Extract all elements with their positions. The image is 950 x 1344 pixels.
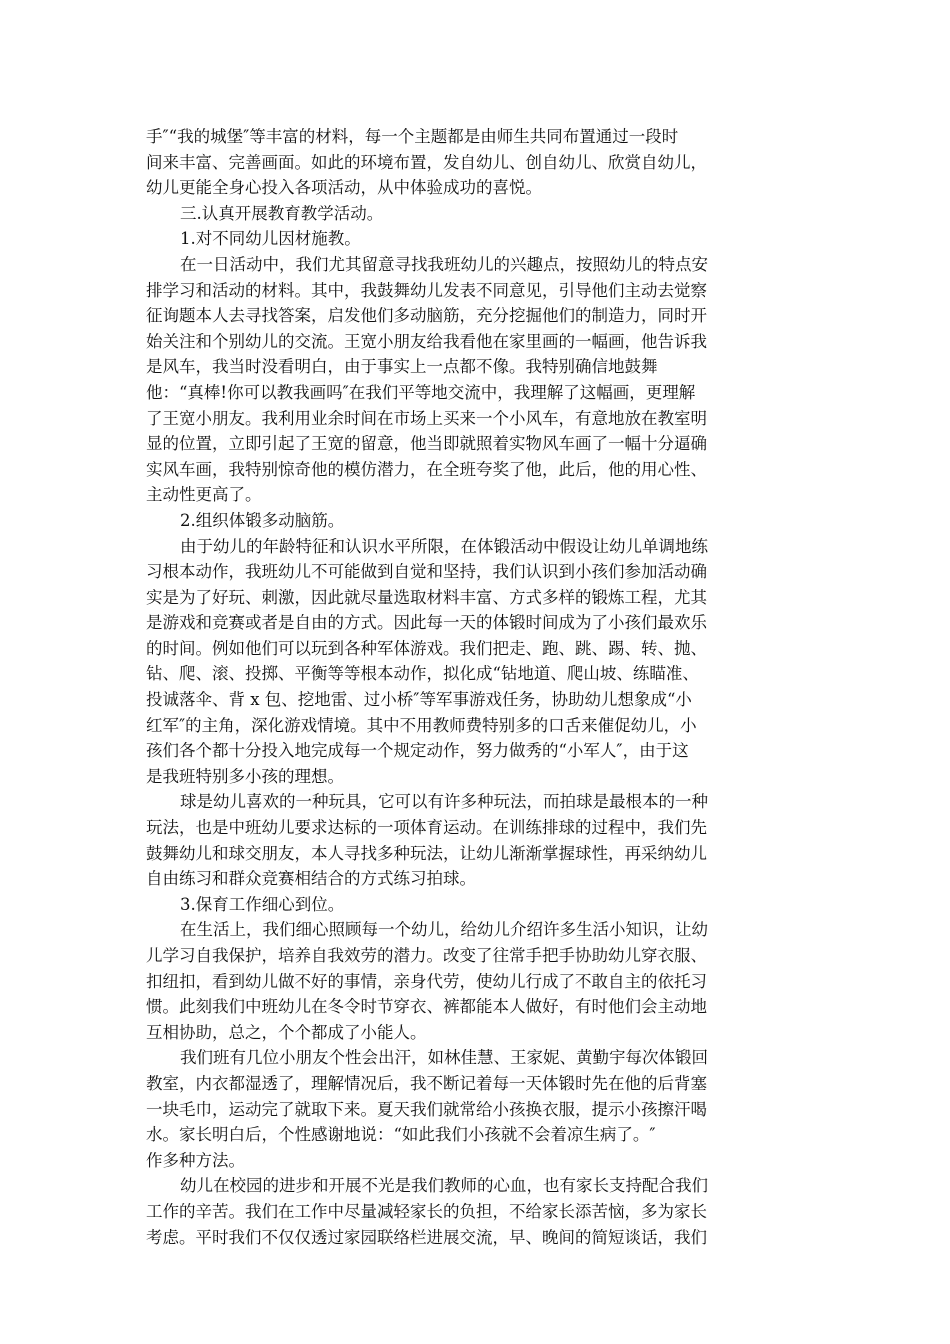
text-line: 鼓舞幼儿和球交朋友，本人寻找多种玩法，让幼儿渐渐掌握球性，再采纳幼儿 <box>146 843 707 863</box>
text-line: 考虑。平时我们不仅仅透过家园联络栏进展交流，早、晚间的简短谈话，我们 <box>146 1227 707 1247</box>
text-line: 习根本动作，我班幼儿不可能做到自觉和坚持，我们认识到小孩们参加活动确 <box>146 562 707 582</box>
text-line: 红军″的主角，深化游戏情境。其中不用教师费特别多的口舌来催促幼儿，小 <box>146 715 697 735</box>
text-line: 孩们各个都十分投入地完成每一个规定动作，努力做秀的“小军人″，由于这 <box>146 741 689 761</box>
text-line: 作多种方法。 <box>146 1150 245 1170</box>
text-line: 玩法，也是中班幼儿要求达标的一项体育运动。在训练排球的过程中，我们先 <box>146 818 707 838</box>
text-line: 始关注和个别幼儿的交流。王宽小朋友给我看他在家里画的一幅画，他告诉我 <box>146 331 707 351</box>
text-line: 在生活上，我们细心照顾每一个幼儿，给幼儿介绍许多生活小知识，让幼 <box>180 920 708 940</box>
text-line: 手″“我的城堡″等丰富的材料，每一个主题都是由师生共同布置通过一段时 <box>146 127 679 146</box>
text-line: 显的位置，立即引起了王宽的留意，他当即就照着实物风车画了一幅十分逼确 <box>146 434 707 454</box>
text-line: 主动性更高了。 <box>146 485 262 505</box>
document-body <box>146 124 798 1250</box>
text-line: 间来丰富、完善画面。如此的环境布置，发自幼儿、创自幼儿、欣赏自幼儿， <box>146 152 707 172</box>
text-line: 三.认真开展教育教学活动。 <box>180 203 384 223</box>
text-line: 工作的辛苦。我们在工作中尽量减轻家长的负担，不给家长添苦恼，多为家长 <box>146 1201 707 1221</box>
text-line: 扣纽扣，看到幼儿做不好的事情，亲身代劳，使幼儿行成了不敢自主的依托习 <box>146 971 707 991</box>
text-line: 水。家长明白后，个性感谢地说：“如此我们小孩就不会着凉生病了。″ <box>146 1125 656 1145</box>
text-line: 互相协助，总之，个个都成了小能人。 <box>146 1022 427 1042</box>
text-line: 是游戏和竞赛或者是自由的方式。因此每一天的体锻时间成为了小孩们最欢乐 <box>146 613 707 633</box>
text-line: 教室，内衣都湿透了，理解情况后，我不断记着每一天体锻时先在他的后背塞 <box>146 1073 707 1093</box>
text-line: 自由练习和群众竞赛相结合的方式练习拍球。 <box>146 869 476 889</box>
text-line: 他：“真棒!你可以教我画吗″在我们平等地交流中，我理解了这幅画，更理解 <box>146 382 696 402</box>
text-line: 一块毛巾，运动完了就取下来。夏天我们就常给小孩换衣服，提示小孩擦汗喝 <box>146 1099 707 1119</box>
text-line: 征询题本人去寻找答案，启发他们多动脑筋，充分挖掘他们的制造力，同时开 <box>146 306 707 326</box>
text-line: 实是为了好玩、刺激，因此就尽量选取材料丰富、方式多样的锻炼工程，尤其 <box>146 587 707 607</box>
text-line: 排学习和活动的材料。其中，我鼓舞幼儿发表不同意见，引导他们主动去觉察 <box>146 280 707 300</box>
text-line: 了王宽小朋友。我利用业余时间在市场上买来一个小风车，有意地放在教室明 <box>146 408 707 428</box>
text-line: 实风车画，我特别惊奇他的模仿潜力，在全班夸奖了他，此后，他的用心性、 <box>146 459 707 479</box>
text-line: 3.保育工作细心到位。 <box>180 894 345 914</box>
text-line: 1.对不同幼儿因材施教。 <box>180 229 361 249</box>
text-line: 儿学习自我保护，培养自我效劳的潜力。改变了往常手把手协助幼儿穿衣服、 <box>146 946 707 965</box>
text-line: 幼儿更能全身心投入各项活动，从中体验成功的喜悦。 <box>146 178 542 198</box>
text-line: 是我班特别多小孩的理想。 <box>146 766 344 786</box>
text-line: 幼儿在校园的进步和开展不光是我们教师的心血，也有家长支持配合我们 <box>180 1176 708 1196</box>
text-line: 球是幼儿喜欢的一种玩具，它可以有许多种玩法，而拍球是最根本的一种 <box>180 792 708 812</box>
text-line: 的时间。例如他们可以玩到各种军体游戏。我们把走、跑、跳、踢、转、抛、 <box>146 638 707 658</box>
text-line: 在一日活动中，我们尤其留意寻找我班幼儿的兴趣点，按照幼儿的特点安 <box>180 254 708 274</box>
text-line: 我们班有几位小朋友个性会出汗，如林佳慧、王家妮、黄勤宇每次体锻回 <box>180 1048 708 1068</box>
text-line: 钻、爬、滚、投掷、平衡等等根本动作，拟化成“钻地道、爬山坡、练瞄准、 <box>146 664 699 684</box>
text-line: 是风车，我当时没看明白，由于事实上一点都不像。我特别确信地鼓舞 <box>146 357 658 377</box>
text-line: 惯。此刻我们中班幼儿在冬令时节穿衣、裤都能本人做好，有时他们会主动地 <box>146 997 707 1017</box>
text-line: 投诚落伞、背 x 包、挖地雷、过小桥″等军事游戏任务，协助幼儿想象成“小 <box>146 690 692 710</box>
text-line: 2.组织体锻多动脑筋。 <box>180 510 345 530</box>
text-line: 由于幼儿的年龄特征和认识水平所限，在体锻活动中假设让幼儿单调地练 <box>180 536 708 556</box>
